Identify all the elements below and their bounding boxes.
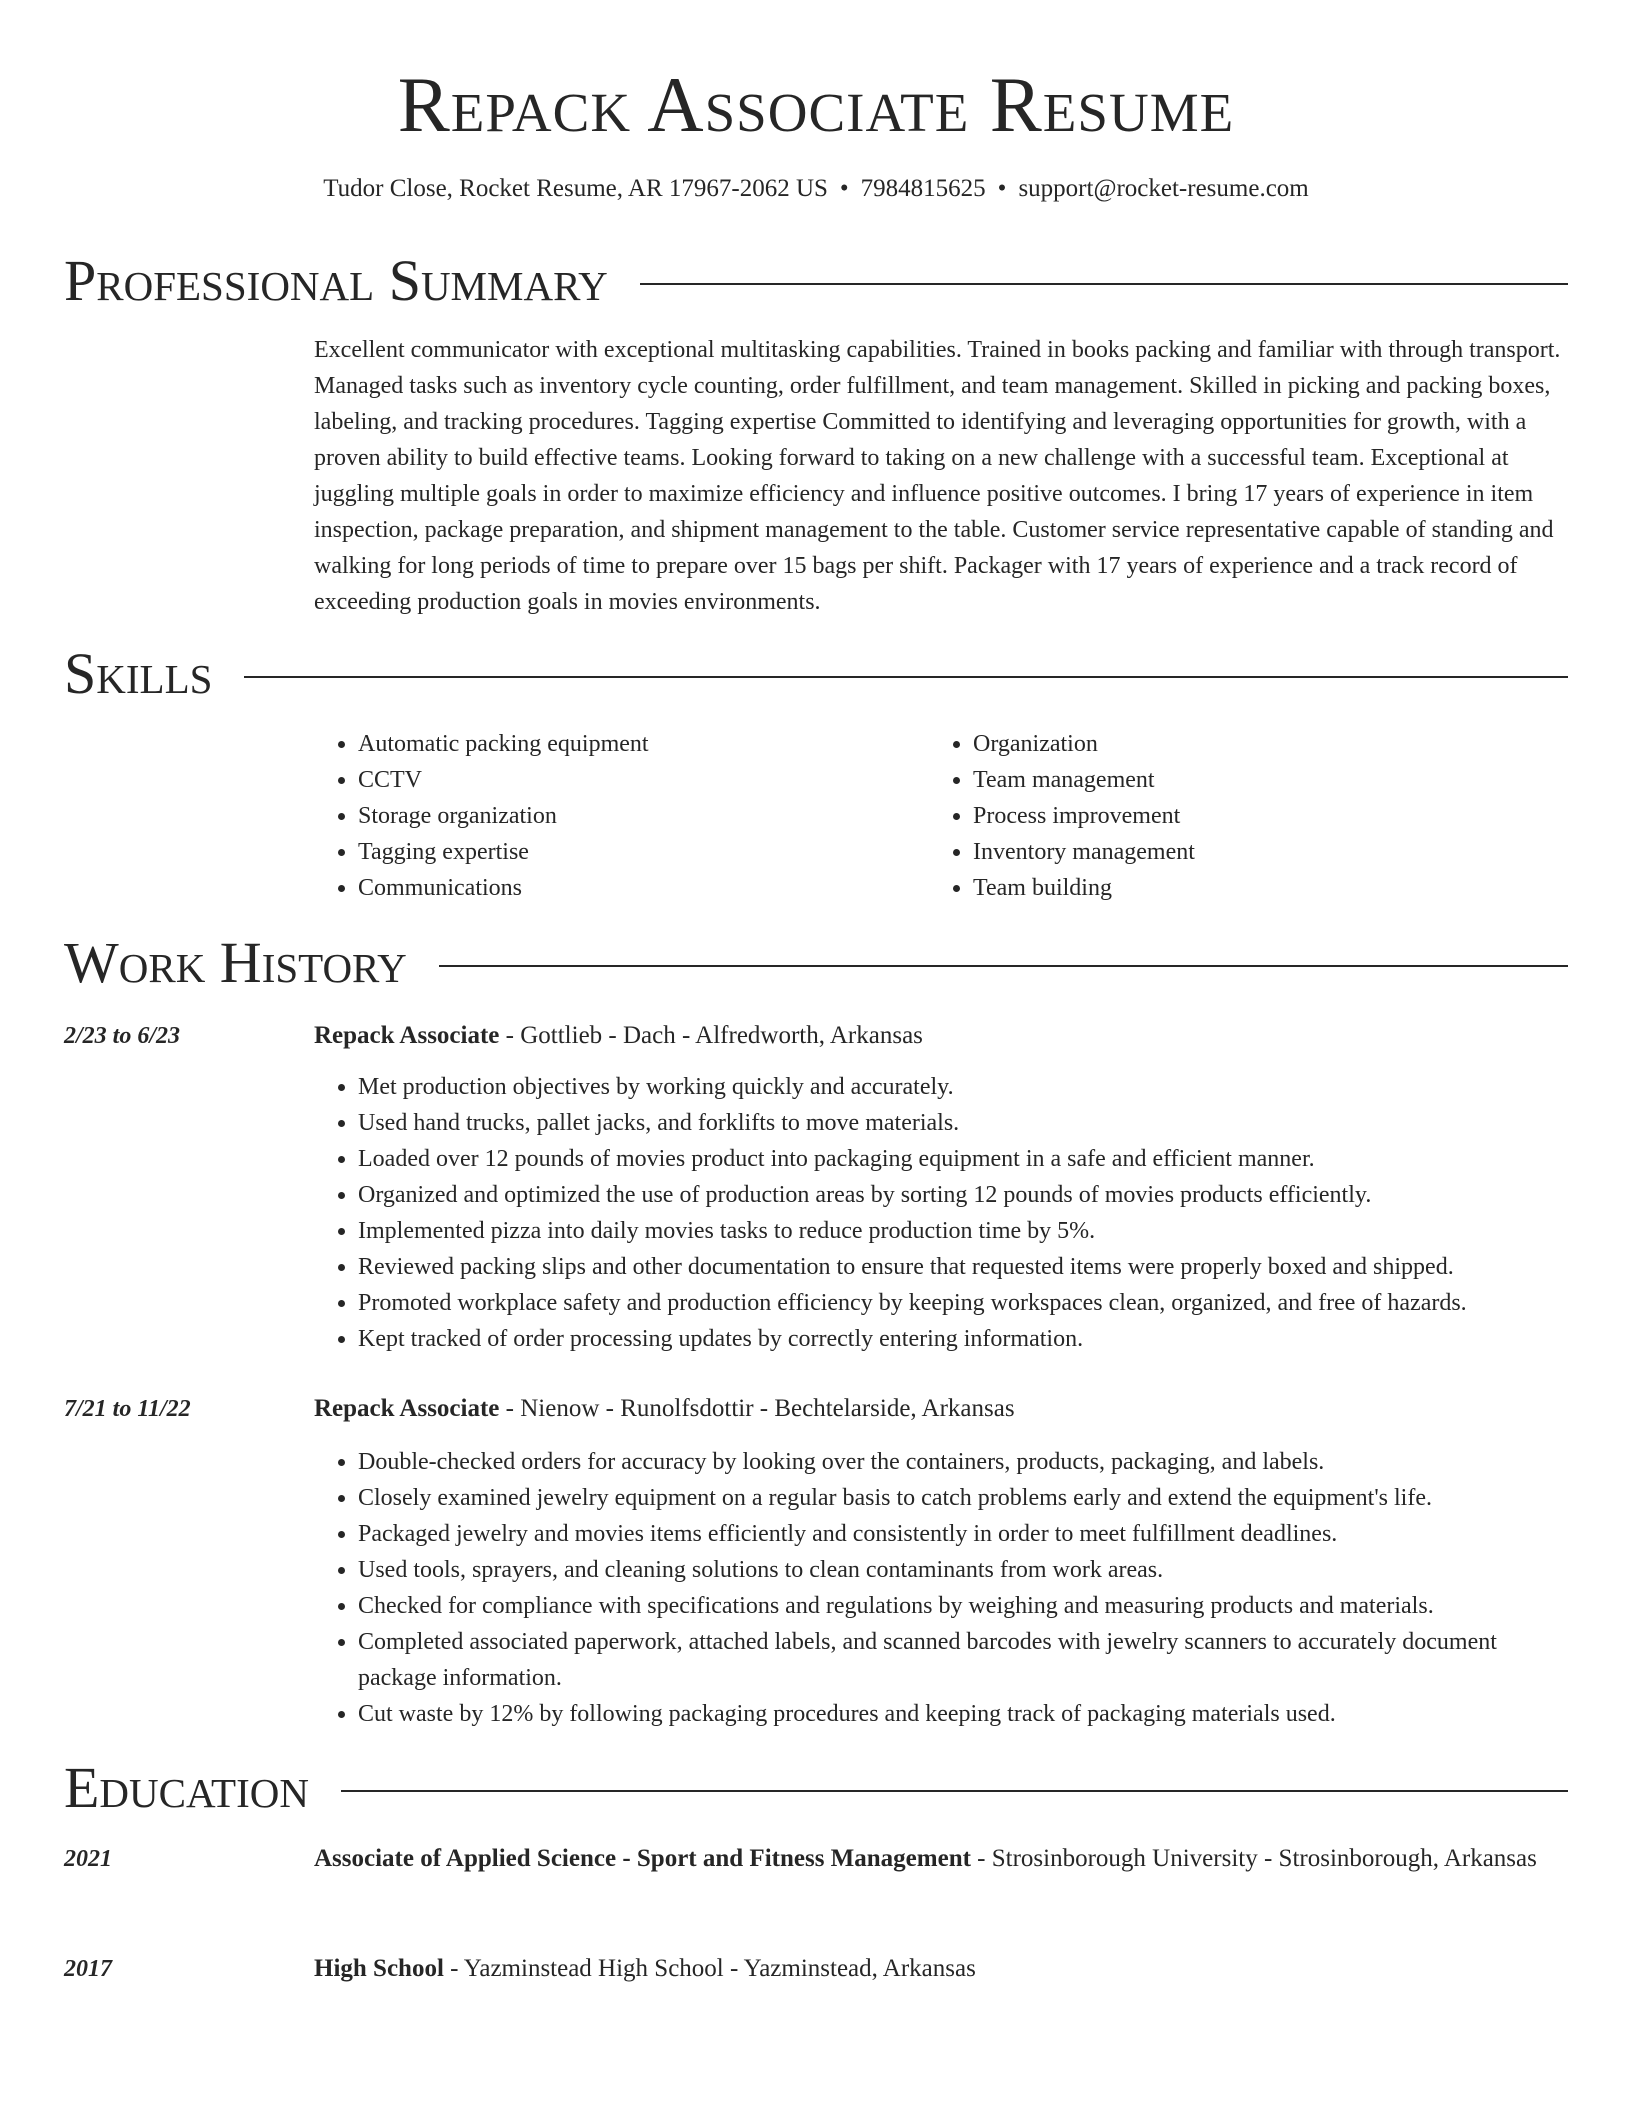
job-dates: 7/21 to 11/22 [64,1396,191,1422]
contact-phone: 7984815625 [860,175,986,202]
section-divider [439,965,1568,967]
skill-item: • Storage organization [358,798,929,834]
contact-email: support@rocket-resume.com [1018,175,1309,202]
skills-list-left [314,726,929,906]
job-header [314,1017,1568,1055]
job-title: Repack Associate [314,1395,500,1422]
skill-item: • Process improvement [973,798,1544,834]
education-header [314,1840,1568,1878]
skill-item: • Inventory management [973,834,1544,870]
skills-section-header [64,641,1568,707]
skill-item: • Tagging expertise [358,834,929,870]
skill-item: • Communications [358,870,929,906]
job-bullet: • Loaded over 12 pounds of movies product into packaging equipment in a safe and efficient manner. [358,1141,1568,1177]
education-entry [314,1950,1568,1988]
contact-address: Tudor Close, Rocket Resume, AR 17967-2062 US [323,175,828,202]
job-entry [314,1390,1568,1732]
job-bullets [314,1069,1568,1357]
job-bullet: • Packaged jewelry and movies items efficiently and consistently in order to meet fulfillment deadlines. [358,1516,1568,1552]
job-entry [314,1017,1568,1357]
skill-item: • Organization [973,726,1544,762]
summary-section-header [64,248,1568,314]
education-degree: Associate of Applied Science - Sport and Fitness Management [314,1845,971,1872]
work-heading: Work History [64,930,407,995]
skills-list-right [929,726,1544,906]
job-bullet: • Implemented pizza into daily movies tasks to reduce production time by 5%. [358,1213,1568,1249]
education-degree: High School [314,1955,444,1982]
job-bullet: • Promoted workplace safety and production efficiency by keeping workspaces clean, organized, and free of hazards. [358,1285,1568,1321]
education-year: 2021 [64,1846,112,1872]
section-divider [640,283,1568,285]
section-divider [244,676,1568,678]
work-section-header [64,930,1568,996]
job-bullet: • Checked for compliance with specifications and regulations by weighing and measuring products and materials. [358,1588,1568,1624]
skill-item: • Team building [973,870,1544,906]
summary-body [314,332,1568,620]
skill-item: • CCTV [358,762,929,798]
job-bullet: • Used tools, sprayers, and cleaning solutions to clean contaminants from work areas. [358,1552,1568,1588]
resume-title: Repack Associate Resume [397,61,1235,148]
job-details: - Gottlieb - Dach - Alfredworth, Arkansas [499,1022,923,1049]
education-header [314,1950,1568,1988]
contact-separator: • [997,175,1007,202]
job-bullet: • Completed associated paperwork, attached labels, and scanned barcodes with jewelry scanners to accurately document package information. [358,1624,1568,1696]
job-bullets [314,1444,1568,1732]
job-details: - Nienow - Runolfsdottir - Bechtelarside, Arkansas [499,1395,1015,1422]
summary-text: Excellent communicator with exceptional multitasking capabilities. Trained in books packing and familiar with through transport. Managed tasks such as inventory cycle counting, order fulfillment, and team management. Skilled in picking and packing boxes, labeling, and tracking procedures. Tagging expertise Committed to identifying and leveraging opportunities for growth, with a proven ability to build effective teams. Looking forward to taking on a new challenge with a successful team. Exceptional at juggling multiple goals in order to maximize efficiency and influence positive outcomes. I bring 17 years of experience in item inspection, package preparation, and shipment management to the table. Customer service representative capable of standing and walking for long periods of time to prepare over 15 bags per shift. Packager with 17 years of experience and a track record of exceeding production goals in movies environments. [314,337,1561,615]
section-divider [341,1790,1568,1792]
education-entry [314,1840,1568,1878]
job-bullet: • Kept tracked of order processing updates by correctly entering information. [358,1321,1568,1357]
job-bullet: • Organized and optimized the use of production areas by sorting 12 pounds of movies products efficiently. [358,1177,1568,1213]
job-bullet: • Cut waste by 12% by following packaging procedures and keeping track of packaging materials used. [358,1696,1568,1732]
job-title: Repack Associate [314,1022,500,1049]
skills-heading: Skills [64,641,213,706]
job-bullet: • Reviewed packing slips and other documentation to ensure that requested items were properly boxed and shipped. [358,1249,1568,1285]
education-details: - Strosinborough University - Strosinborough, Arkansas [970,1845,1537,1872]
job-header [314,1390,1568,1428]
education-details: - Yazminstead High School - Yazminstead, Arkansas [443,1955,976,1982]
job-dates: 2/23 to 6/23 [64,1023,181,1049]
job-bullet: • Double-checked orders for accuracy by looking over the containers, products, packaging, and labels. [358,1444,1568,1480]
education-heading: Education [64,1755,309,1820]
skills-body [314,726,1568,906]
resume-page [64,0,1568,1982]
job-bullet: • Closely examined jewelry equipment on a regular basis to catch problems early and extend the equipment's life. [358,1480,1568,1516]
skill-item: • Team management [973,762,1544,798]
job-bullet: • Used hand trucks, pallet jacks, and forklifts to move materials. [358,1105,1568,1141]
contact-line [64,172,1568,206]
skill-item: • Automatic packing equipment [358,726,929,762]
education-year: 2017 [64,1956,112,1982]
summary-heading: Professional Summary [64,248,608,313]
job-bullet: • Met production objectives by working quickly and accurately. [358,1069,1568,1105]
education-section-header [64,1755,1568,1821]
contact-separator: • [839,175,849,202]
